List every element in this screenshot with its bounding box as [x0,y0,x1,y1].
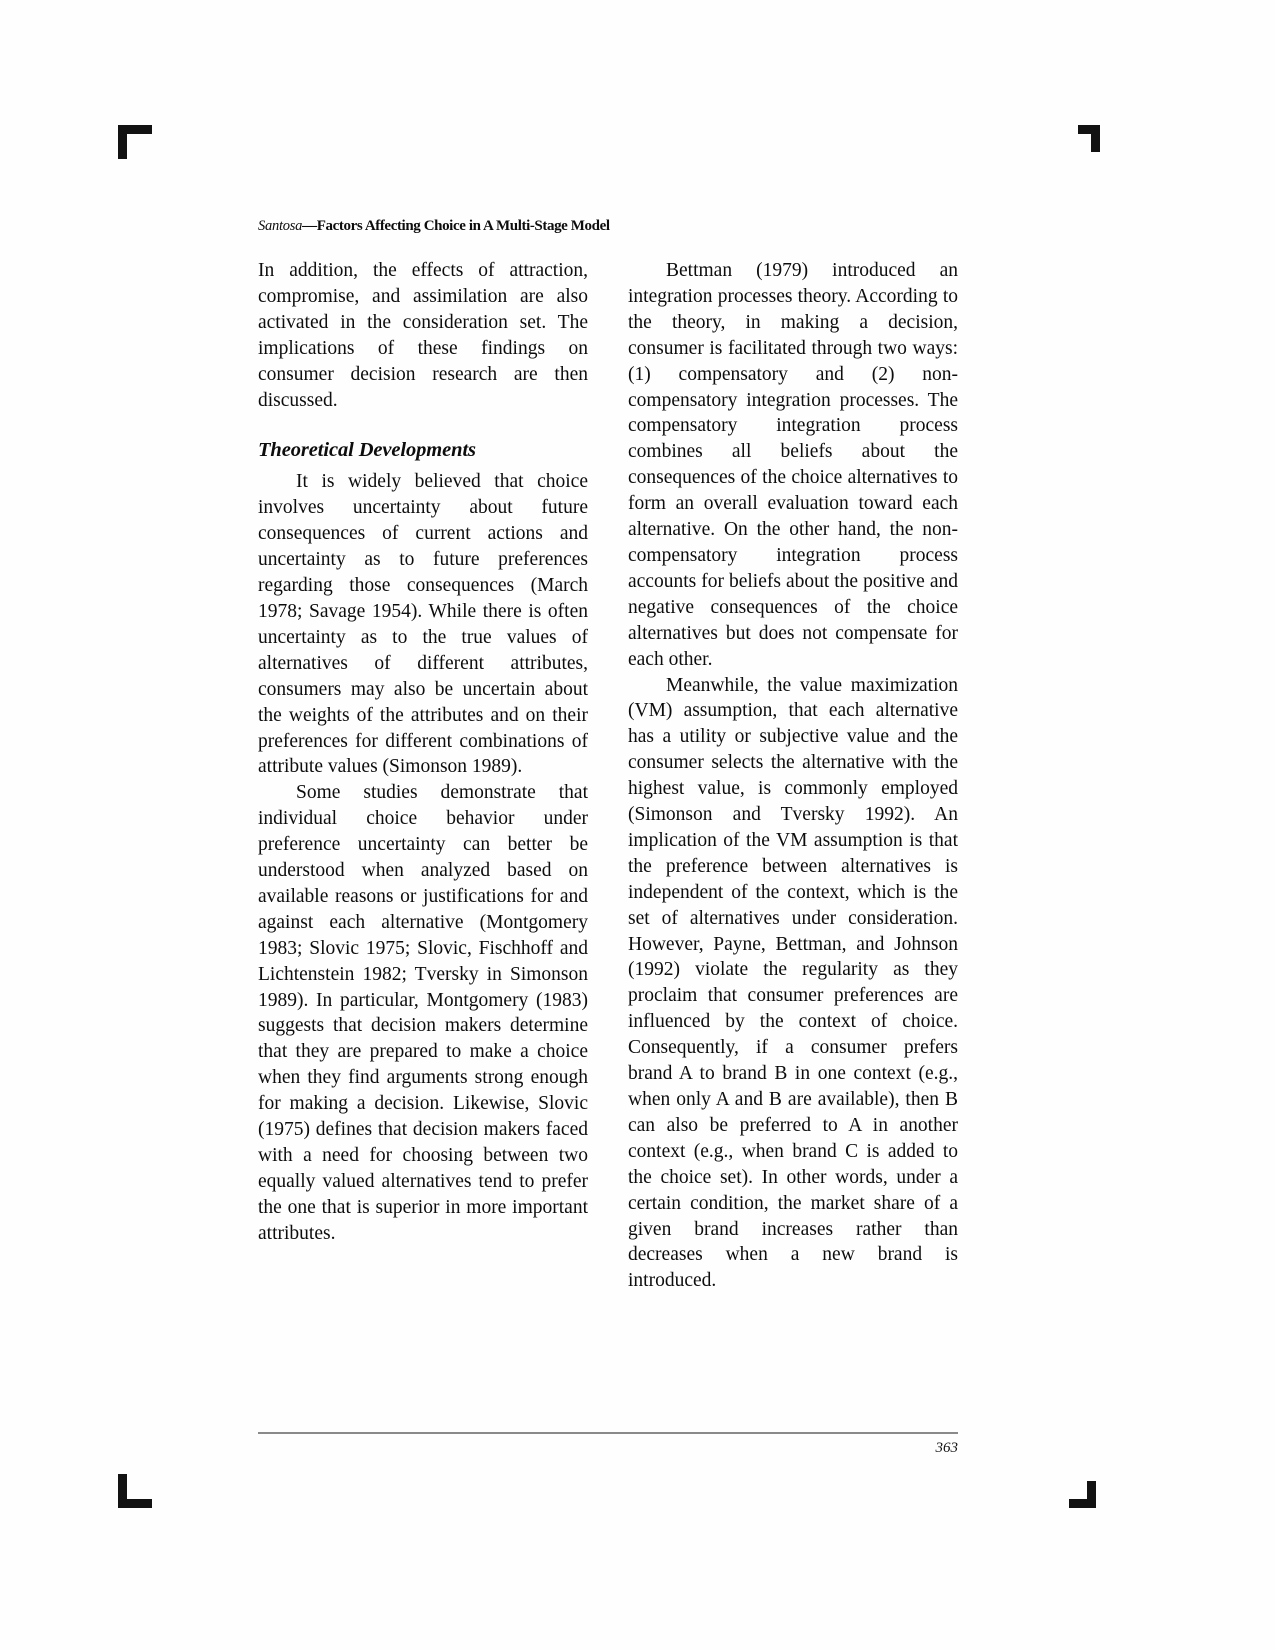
paragraph: Bettman (1979) introduced an integration processes theory. According to the theory, in making a decision, consumer is facilitated through two ways: (1) compensatory and (2) non-compensatory integration processes. The compensatory integration process combines all beliefs about the consequences of the choice alternatives to form an overall evaluation toward each alternative. On the other hand, the non-compensatory integration process accounts for beliefs about the positive and negative consequences of the choice alternatives but does not compensate for each other. [628,260,958,670]
footer-rule [258,1432,958,1434]
paragraph: Some studies demonstrate that individual choice behavior under preference uncertainty can better be understood when analyzed based on available reasons or justifications for and against each alternative (Montgomery 1983; Slovic 1975; Slovic, Fischhoff and Lichtenstein 1982; Tversky in Simonson 1989). In particular, Montgomery (1983) suggests that decision makers determine that they are prepared to make a choice when they find arguments strong enough for making a decision. Likewise, Slovic (1975) defines that decision makers faced with a need for choosing between two equally valued alternatives tend to prefer the one that is superior in more important attributes. [258,782,588,1244]
page-number: 363 [935,1440,958,1456]
paragraph: It is widely believed that choice involves uncertainty about future consequences of current actions and uncertainty as to future preferences regarding those consequences (March 1978; Savage 1954). While there is often uncertainty as to the true values of alternatives of different attributes, consumers may also be uncertain about the weights of the attributes and on their preferences for different combinations of attribute values (Simonson 1989). [258,471,588,778]
crop-mark-top-left [118,125,152,159]
crop-mark-bottom-right [1062,1474,1096,1508]
running-head-author: Santosa [258,218,303,234]
running-head-separator: — [302,218,317,234]
section-heading: Theoretical Developments [258,439,476,462]
column-right [628,258,958,1294]
running-head [258,218,958,235]
body-columns [258,258,958,1348]
crop-mark-bottom-left [118,1474,152,1508]
paragraph: In addition, the effects of attraction, compromise, and assimilation are also activated in the consideration set. The implications of these findings on consumer decision research are then discussed. [258,260,588,411]
paragraph: Meanwhile, the value maximization (VM) assumption, that each alternative has a utility or subjective value and the consumer selects the alternative with the highest value, is commonly employed (Simonson and Tversky 1992). An implication of the VM assumption is that the preference between alternatives is independent of the context, which is the set of alternatives under consideration. However, Payne, Bettman, and Johnson (1992) violate the regularity as they proclaim that consumer preferences are influenced by the context of choice. Consequently, if a consumer prefers brand A to brand B in one context (e.g., when only A and B are available), then B can also be preferred to A in another context (e.g., when brand C is added to the choice set). In other words, under a certain condition, the market share of a given brand increases rather than decreases when a new brand is introduced. [628,674,958,1292]
running-head-title: Factors Affecting Choice in A Multi-Stage Model [316,218,610,234]
column-left [258,258,588,1247]
crop-mark-top-right [1066,125,1100,159]
